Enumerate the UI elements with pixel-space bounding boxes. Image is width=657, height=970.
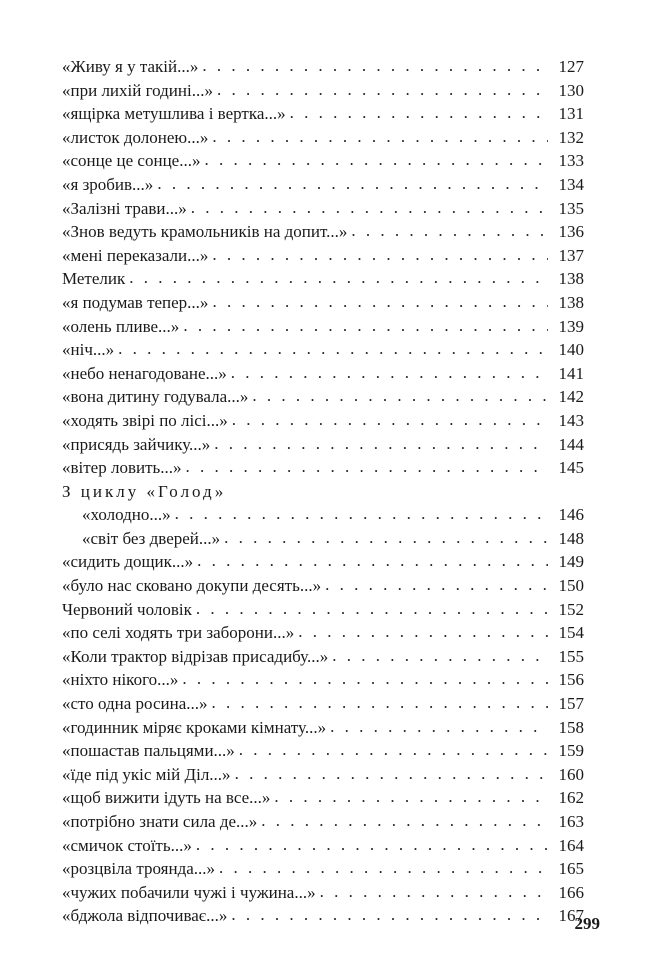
entry-page-number: 135 xyxy=(558,198,584,218)
entry-title: «ніхто нікого...» xyxy=(62,670,179,690)
toc-entry xyxy=(62,598,584,622)
toc-entry xyxy=(62,79,584,103)
dot-leader xyxy=(196,833,548,857)
dot-leader xyxy=(298,620,548,644)
dot-leader xyxy=(197,549,548,573)
toc-entry xyxy=(62,338,584,362)
entry-page-number: 166 xyxy=(558,882,584,902)
table-of-contents xyxy=(62,55,584,928)
dot-leader xyxy=(224,526,548,550)
entry-title: «вітер ловить...» xyxy=(62,458,182,478)
entry-page-number: 139 xyxy=(558,316,584,336)
toc-entry xyxy=(62,645,584,669)
dot-leader xyxy=(118,337,548,361)
entry-page-number: 133 xyxy=(558,151,584,171)
section-heading: З циклу «Голод» xyxy=(62,481,227,501)
toc-subentry xyxy=(62,527,584,551)
entry-page-number: 149 xyxy=(558,552,584,572)
entry-page-number: 137 xyxy=(558,245,584,265)
toc-entry xyxy=(62,244,584,268)
toc-entry xyxy=(62,173,584,197)
toc-entry xyxy=(62,692,584,716)
entry-page-number: 132 xyxy=(558,127,584,147)
entry-page-number: 143 xyxy=(558,410,584,430)
entry-page-number: 130 xyxy=(558,80,584,100)
entry-page-number: 138 xyxy=(558,292,584,312)
toc-entry xyxy=(62,220,584,244)
toc-entry xyxy=(62,456,584,480)
entry-title: Метелик xyxy=(62,269,126,289)
dot-leader xyxy=(214,432,548,456)
toc-entry xyxy=(62,433,584,457)
dot-leader xyxy=(320,880,548,904)
entry-page-number: 155 xyxy=(558,646,584,666)
entry-title: «смичок стоїть...» xyxy=(62,835,192,855)
entry-page-number: 162 xyxy=(558,788,584,808)
entry-title: «чужих побачили чужі і чужина...» xyxy=(62,882,316,902)
entry-title: «листок долонею...» xyxy=(62,127,209,147)
dot-leader xyxy=(129,266,548,290)
entry-title: «їде під укіс мій Діл...» xyxy=(62,764,231,784)
toc-entry xyxy=(62,197,584,221)
entry-page-number: 131 xyxy=(558,104,584,124)
entry-title: «по селі ходять три заборони...» xyxy=(62,623,295,643)
dot-leader xyxy=(212,290,548,314)
dot-leader xyxy=(332,644,548,668)
entry-page-number: 144 xyxy=(558,434,584,454)
entry-title: «потрібно знати сила де...» xyxy=(62,812,258,831)
entry-title: «Знов ведуть крамольників на допит...» xyxy=(62,222,348,242)
toc-entry xyxy=(62,881,584,905)
entry-title: «розцвіла троянда...» xyxy=(62,859,216,879)
entry-page-number: 145 xyxy=(558,458,584,478)
entry-title: «присядь зайчику...» xyxy=(62,434,211,454)
toc-entry xyxy=(62,267,584,291)
entry-title: «ходять звірі по лісі...» xyxy=(62,410,228,430)
entry-title: «щоб вижити ідуть на все...» xyxy=(62,788,271,808)
dot-leader xyxy=(231,903,548,927)
entry-page-number: 141 xyxy=(558,363,584,383)
entry-title: «олень пливе...» xyxy=(62,316,180,336)
toc-entry xyxy=(62,834,584,858)
entry-title: «було нас сковано докупи десять...» xyxy=(62,576,322,596)
dot-leader xyxy=(175,502,548,526)
toc-entry xyxy=(62,621,584,645)
toc-entry xyxy=(62,409,584,433)
entry-page-number: 157 xyxy=(558,694,584,714)
entry-page-number: 127 xyxy=(558,57,584,76)
toc-entry xyxy=(62,574,584,598)
entry-title: «мені переказали...» xyxy=(62,245,209,265)
dot-leader xyxy=(202,54,548,78)
dot-leader xyxy=(235,762,548,786)
entry-page-number: 163 xyxy=(558,812,584,831)
dot-leader xyxy=(204,148,548,172)
entry-title: «Живу я у такій...» xyxy=(62,57,199,76)
entry-page-number: 167 xyxy=(558,906,584,926)
dot-leader xyxy=(183,314,548,338)
entry-title: «холодно...» xyxy=(82,505,171,525)
dot-leader xyxy=(157,172,548,196)
entry-page-number: 142 xyxy=(558,387,584,407)
entry-page-number: 159 xyxy=(558,741,584,761)
entry-title: «світ без дверей...» xyxy=(82,528,221,548)
dot-leader xyxy=(212,691,548,715)
dot-leader xyxy=(274,785,548,809)
toc-entry xyxy=(62,857,584,881)
toc-entry xyxy=(62,315,584,339)
entry-page-number: 150 xyxy=(558,576,584,596)
entry-title: «небо ненагодоване...» xyxy=(62,363,227,383)
toc-entry xyxy=(62,763,584,787)
entry-title: «я зробив...» xyxy=(62,174,154,194)
entry-title: «годинник міряє кроками кімнату...» xyxy=(62,717,327,737)
dot-leader xyxy=(217,78,548,102)
page-number: 299 xyxy=(574,914,600,933)
toc-entry xyxy=(62,904,584,928)
toc-entry xyxy=(62,55,584,79)
entry-page-number: 140 xyxy=(558,340,584,360)
entry-title: «я подумав тепер...» xyxy=(62,292,209,312)
dot-leader xyxy=(186,455,548,479)
entry-title: «сонце це сонце...» xyxy=(62,151,201,171)
entry-page-number: 148 xyxy=(558,528,584,548)
entry-page-number: 136 xyxy=(558,222,584,242)
entry-page-number: 160 xyxy=(558,764,584,784)
dot-leader xyxy=(232,408,548,432)
toc-entry xyxy=(62,786,584,810)
dot-leader xyxy=(196,597,548,621)
toc-entry xyxy=(62,668,584,692)
toc-entry xyxy=(62,102,584,126)
entry-title: Червоний чоловік xyxy=(62,599,192,619)
dot-leader xyxy=(231,361,548,385)
dot-leader xyxy=(212,125,548,149)
dot-leader xyxy=(261,809,548,833)
dot-leader xyxy=(191,196,548,220)
entry-page-number: 158 xyxy=(558,717,584,737)
entry-title: «сто одна росина...» xyxy=(62,694,208,714)
dot-leader xyxy=(182,667,548,691)
dot-leader xyxy=(325,573,548,597)
entry-title: «ящірка метушлива і вертка...» xyxy=(62,104,286,124)
entry-title: «вона дитину годувала...» xyxy=(62,387,249,407)
entry-title: «Залізні трави...» xyxy=(62,198,187,218)
entry-page-number: 152 xyxy=(558,599,584,619)
toc-entry xyxy=(62,550,584,574)
entry-title: «бджола відпочиває...» xyxy=(62,906,228,926)
toc-entry xyxy=(62,291,584,315)
entry-page-number: 146 xyxy=(558,505,584,525)
dot-leader xyxy=(290,101,548,125)
dot-leader xyxy=(330,715,548,739)
dot-leader xyxy=(351,219,548,243)
toc-entry xyxy=(62,149,584,173)
dot-leader xyxy=(252,384,548,408)
entry-page-number: 156 xyxy=(558,670,584,690)
toc-entry xyxy=(62,126,584,150)
entry-title: «при лихій годині...» xyxy=(62,80,213,100)
entry-page-number: 134 xyxy=(558,174,584,194)
toc-entry xyxy=(62,739,584,763)
entry-title: «пошастав пальцями...» xyxy=(62,741,235,761)
entry-page-number: 138 xyxy=(558,269,584,289)
toc-entry xyxy=(62,362,584,386)
dot-leader xyxy=(219,856,548,880)
entry-page-number: 165 xyxy=(558,859,584,879)
toc-entry xyxy=(62,385,584,409)
entry-page-number: 164 xyxy=(558,835,584,855)
entry-title: «Коли трактор відрізав присадибу...» xyxy=(62,646,329,666)
entry-title: «сидить дощик...» xyxy=(62,552,194,572)
toc-entry xyxy=(62,716,584,740)
toc-subentry xyxy=(62,503,584,527)
dot-leader xyxy=(212,243,548,267)
entry-title: «ніч...» xyxy=(62,340,115,360)
toc-entry xyxy=(62,810,584,834)
dot-leader xyxy=(239,738,548,762)
entry-page-number: 154 xyxy=(558,623,584,643)
